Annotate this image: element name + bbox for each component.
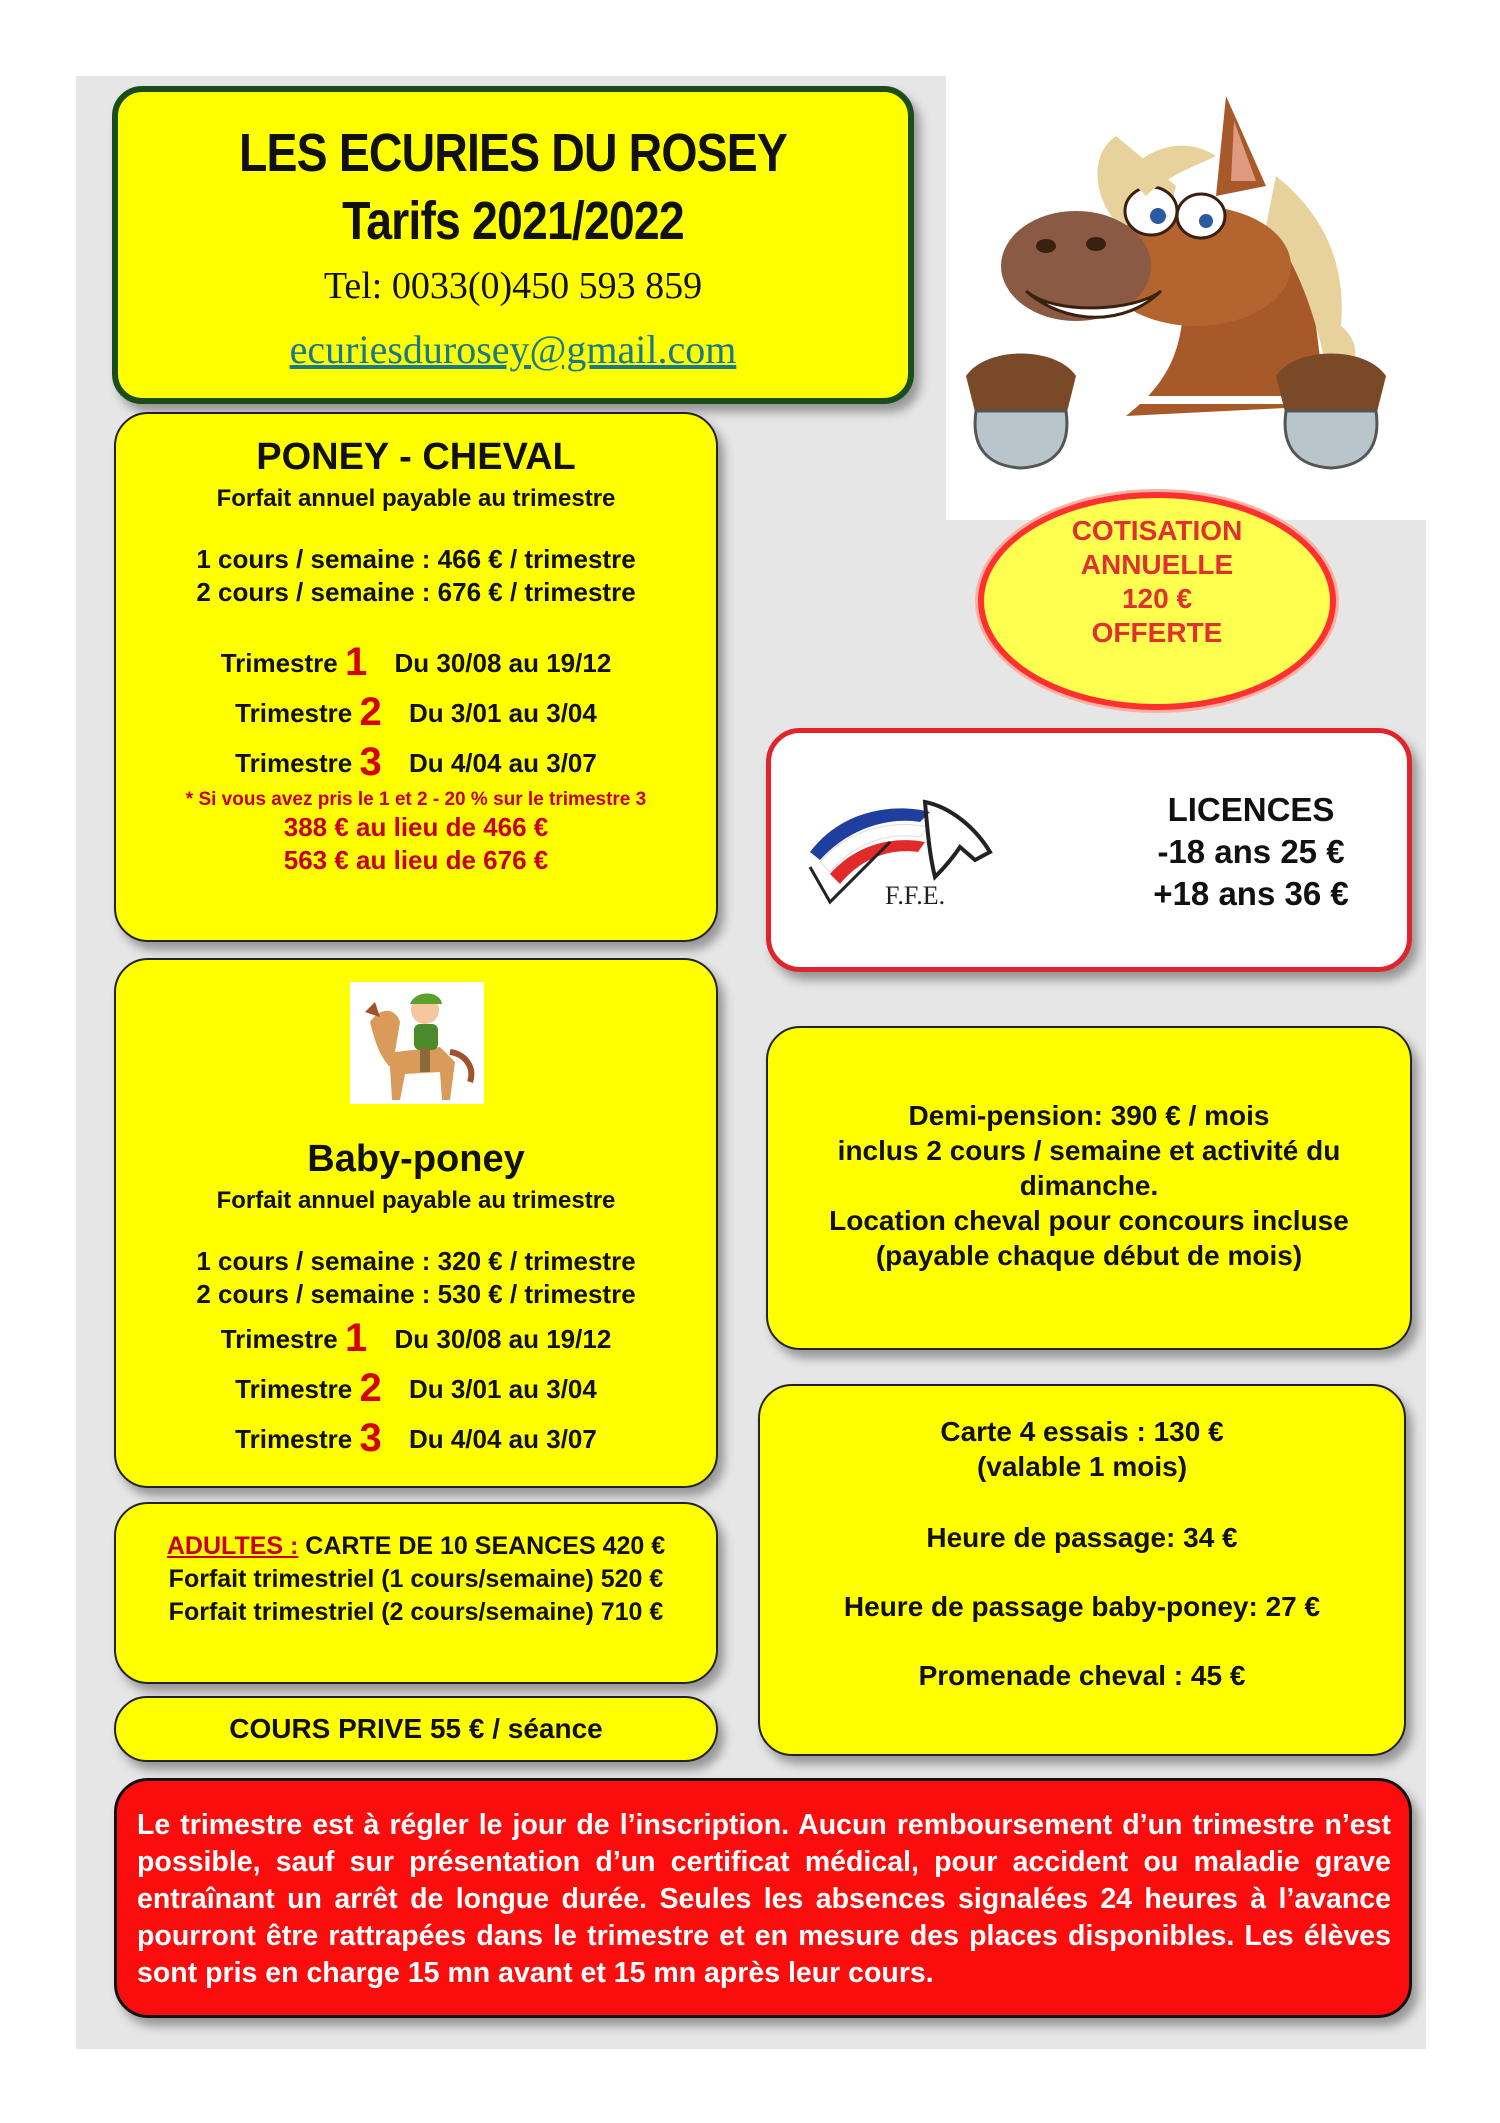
licence-price: -18 ans 25 € <box>1157 833 1345 870</box>
email-link[interactable]: ecuriesdurosey@gmail.com <box>289 327 737 372</box>
ffe-horse-icon <box>800 782 1002 918</box>
conditions-notice <box>114 1778 1412 2018</box>
trimestre-row <box>116 1313 716 1363</box>
demi-pension-line: dimanche. <box>1019 1170 1159 1201</box>
cotisation-line: OFFERTE <box>1091 617 1223 648</box>
adultes-box <box>114 1502 718 1684</box>
conditions-text: Le trimestre est à régler le jour de l’inscription. Aucun remboursement d’un trimestre n’est possible, sauf sur présentation d’un certificat médical, pour accident ou maladie grave entraînant un arrêt de longue durée. Seules les absences signalées 24 heures à l’avance pourront être rattrapées dans le trimestre et en mesure des places disponibles. Les élèves sont pris en charge 15 mn avant et 15 mn après leur cours. <box>137 1809 1391 1989</box>
trimestre-number: 2 <box>359 1366 382 1410</box>
adultes-label: ADULTES : <box>166 1532 299 1560</box>
trimestre-number: 3 <box>359 740 382 784</box>
trimestre-dates: Du 3/01 au 3/04 <box>408 1374 597 1404</box>
carte-line: Heure de passage baby-poney: 27 € <box>843 1591 1321 1622</box>
ffe-logo <box>800 782 1002 918</box>
trimestre-label: Trimestre <box>235 748 353 778</box>
demi-pension-line: inclus 2 cours / semaine et activité du <box>837 1135 1341 1166</box>
trimestre-dates: Du 3/01 au 3/04 <box>408 698 597 728</box>
carte-line: Promenade cheval : 45 € <box>918 1660 1246 1691</box>
poney-cheval-title: PONEY - CHEVAL <box>256 436 576 478</box>
trimestre-dates: Du 4/04 au 3/07 <box>408 1424 597 1454</box>
trimestre-number: 3 <box>359 1416 382 1460</box>
discount-line: 563 € au lieu de 676 € <box>283 845 549 875</box>
trimestre-dates: Du 30/08 au 19/12 <box>394 1324 612 1354</box>
child-on-pony-illustration <box>350 982 484 1104</box>
demi-pension-line: (payable chaque début de mois) <box>875 1240 1303 1271</box>
trimestre-dates: Du 30/08 au 19/12 <box>394 648 612 678</box>
demi-pension-line: Demi-pension: 390 € / mois <box>908 1100 1270 1131</box>
carte-line: Carte 4 essais : 130 € <box>940 1416 1224 1447</box>
trimestre-dates: Du 4/04 au 3/07 <box>408 748 597 778</box>
trimestre-number: 1 <box>345 640 368 684</box>
ffe-logo-text: F.F.E. <box>885 881 946 910</box>
carte-line: (valable 1 mois) <box>976 1451 1188 1482</box>
price-line: 2 cours / semaine : 676 € / trimestre <box>196 577 636 607</box>
trimestre-label: Trimestre <box>235 1424 353 1454</box>
price-line: 1 cours / semaine : 466 € / trimestre <box>196 544 636 574</box>
horse-icon <box>946 76 1426 520</box>
poney-cheval-subtitle: Forfait annuel payable au trimestre <box>216 485 616 512</box>
cotisation-line: ANNUELLE <box>1080 549 1234 580</box>
price-line: 1 cours / semaine : 320 € / trimestre <box>196 1246 636 1276</box>
trimestre-row <box>116 1363 716 1413</box>
baby-poney-title: Baby-poney <box>307 1138 525 1180</box>
cotisation-line: COTISATION <box>1071 515 1243 546</box>
trimestre-label: Trimestre <box>220 648 338 678</box>
page-subtitle: Tarifs 2021/2022 <box>342 191 684 251</box>
demi-pension-line: Location cheval pour concours incluse <box>829 1205 1349 1236</box>
trimestre-number: 1 <box>345 1316 368 1360</box>
licence-price: +18 ans 36 € <box>1153 875 1349 912</box>
cours-prive-box <box>114 1696 718 1762</box>
phone-number: Tel: 0033(0)450 593 859 <box>323 265 703 307</box>
horse-illustration <box>946 76 1426 520</box>
trimestre-row <box>116 737 716 787</box>
carte-line: Heure de passage: 34 € <box>926 1522 1238 1553</box>
trimestre-row <box>116 1413 716 1463</box>
discount-note: * Si vous avez pris le 1 et 2 - 20 % sur le trimestre 3 <box>185 789 647 810</box>
trimestre-row <box>116 687 716 737</box>
pony-rider-icon <box>350 982 484 1104</box>
header-box <box>112 86 914 404</box>
trimestre-label: Trimestre <box>220 1324 338 1354</box>
discount-line: 388 € au lieu de 466 € <box>283 812 549 842</box>
baby-poney-subtitle: Forfait annuel payable au trimestre <box>216 1187 616 1214</box>
carte-essais-box <box>758 1384 1406 1756</box>
page-title: LES ECURIES DU ROSEY <box>239 123 787 183</box>
licences-title: LICENCES <box>1167 791 1335 828</box>
adultes-carte: CARTE DE 10 SEANCES 420 € <box>298 1532 666 1560</box>
adultes-line: Forfait trimestriel (2 cours/semaine) 710 € <box>168 1598 664 1626</box>
cours-prive-text: COURS PRIVE 55 € / séance <box>229 1713 603 1744</box>
cotisation-line: 120 € <box>1121 583 1193 614</box>
trimestre-label: Trimestre <box>235 698 353 728</box>
trimestre-number: 2 <box>359 690 382 734</box>
cotisation-badge <box>984 498 1330 704</box>
trimestre-label: Trimestre <box>235 1374 353 1404</box>
demi-pension-box <box>766 1026 1412 1350</box>
trimestre-row <box>116 637 716 687</box>
poney-cheval-box <box>114 412 718 942</box>
adultes-line: Forfait trimestriel (1 cours/semaine) 520 € <box>168 1565 664 1593</box>
price-line: 2 cours / semaine : 530 € / trimestre <box>196 1279 636 1309</box>
